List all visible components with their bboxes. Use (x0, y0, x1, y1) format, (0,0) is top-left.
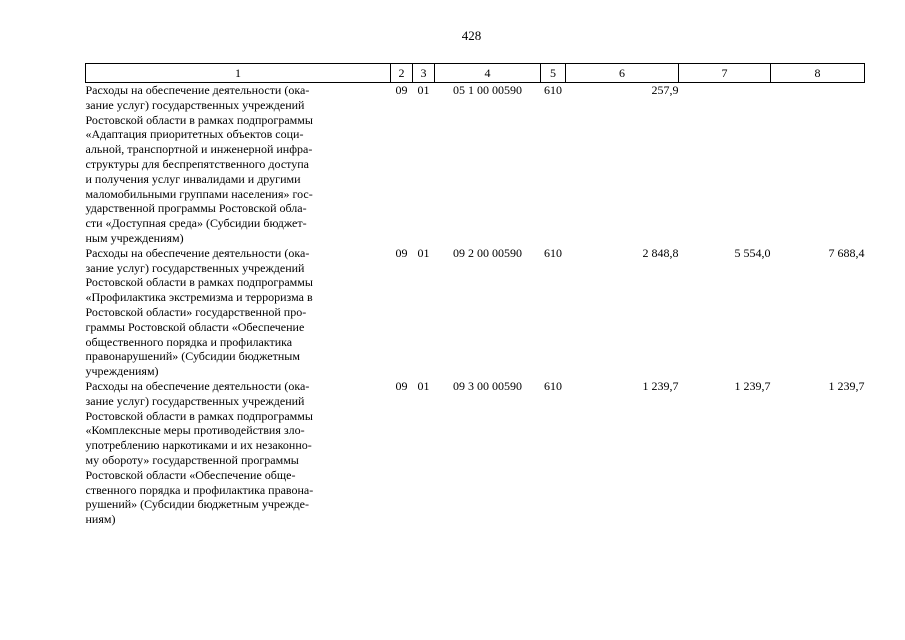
target-article-code: 09 3 00 00590 (453, 378, 522, 393)
column-header-2: 2 (391, 64, 413, 83)
amount-col-7: 5 554,0 (734, 245, 771, 260)
column-header-8: 8 (771, 64, 865, 83)
column-header-5: 5 (541, 64, 566, 83)
expense-description (86, 83, 391, 246)
table-row (86, 246, 865, 379)
subsection-code: 01 (417, 245, 430, 260)
description-line: общественного порядка и профилактика (85, 334, 293, 349)
description-line: ственного порядка и профилактика правона- (85, 482, 314, 497)
description-line: рушений» (Субсидии бюджетным учрежде- (85, 497, 309, 512)
description-line: структуры для беспрепятственного доступа (85, 156, 309, 171)
description-line: Расходы на обеспечение деятельности (ока- (85, 378, 310, 393)
target-article-code: 05 1 00 00590 (453, 83, 522, 97)
description-line: ным учреждениям) (85, 230, 184, 245)
description-line: граммы Ростовской области «Обеспечение (85, 319, 305, 334)
description-line: Расходы на обеспечение деятельности (ока- (85, 83, 310, 97)
table-body (86, 83, 865, 527)
description-line: альной, транспортной и инженерной инфра- (85, 142, 313, 157)
description-line: Расходы на обеспечение деятельности (ока- (85, 245, 310, 260)
table-row (86, 379, 865, 527)
description-line: правонарушений» (Субсидии бюджетным (85, 349, 300, 364)
amount-col-8: 7 688,4 (828, 245, 865, 260)
description-line: Ростовской области» государственной про- (85, 304, 307, 319)
description-line: зание услуг) государственных учреждений (85, 393, 305, 408)
table-header-row (86, 64, 865, 83)
column-header-1: 1 (86, 64, 391, 83)
description-line: и получения услуг инвалидами и другими (85, 171, 301, 186)
column-header-3: 3 (413, 64, 435, 83)
expense-description (86, 379, 391, 527)
description-line: маломобильными группами населения» гос- (85, 186, 313, 201)
amount-col-7 (679, 83, 771, 246)
description-line: учреждениям) (85, 364, 159, 379)
amount-col-8: 1 239,7 (828, 378, 865, 393)
column-header-4: 4 (435, 64, 541, 83)
expense-description (86, 246, 391, 379)
expense-type-code: 610 (544, 378, 562, 393)
description-line: употреблению наркотиками и их незаконно- (85, 438, 312, 453)
subsection-code: 01 (417, 83, 430, 97)
description-line: Ростовской области в рамках подпрограммы (85, 275, 313, 290)
description-line: Ростовской области «Обеспечение обще- (85, 467, 296, 482)
description-line: сти «Доступная среда» (Субсидии бюджет- (85, 216, 307, 231)
description-line: ударственной программы Ростовской обла- (85, 201, 307, 216)
subsection-code: 01 (417, 378, 430, 393)
amount-col-8 (771, 83, 865, 246)
amount-col-6: 1 239,7 (642, 378, 679, 393)
description-line: зание услуг) государственных учреждений (85, 260, 305, 275)
section-code: 09 (395, 378, 408, 393)
column-header-7: 7 (679, 64, 771, 83)
description-line: «Профилактика экстремизма и терроризма в (85, 290, 313, 305)
page-number: 428 (461, 28, 482, 43)
description-line: зание услуг) государственных учреждений (85, 97, 305, 112)
description-line: Ростовской области в рамках подпрограммы (85, 112, 313, 127)
section-code: 09 (395, 83, 408, 97)
amount-col-6: 2 848,8 (642, 245, 679, 260)
column-header-6: 6 (566, 64, 679, 83)
target-article-code: 09 2 00 00590 (453, 245, 522, 260)
description-line: «Комплексные меры противодействия зло- (85, 423, 305, 438)
description-line: ниям) (85, 512, 116, 527)
description-line: му обороту» государственной программы (85, 452, 299, 467)
amount-col-7: 1 239,7 (734, 378, 771, 393)
expense-type-code: 610 (544, 245, 562, 260)
table-row (86, 83, 865, 246)
expense-type-code: 610 (544, 83, 562, 97)
amount-col-6: 257,9 (651, 83, 679, 97)
section-code: 09 (395, 245, 408, 260)
description-line: «Адаптация приоритетных объектов соци- (85, 127, 304, 142)
budget-table (85, 63, 865, 527)
description-line: Ростовской области в рамках подпрограммы (85, 408, 313, 423)
